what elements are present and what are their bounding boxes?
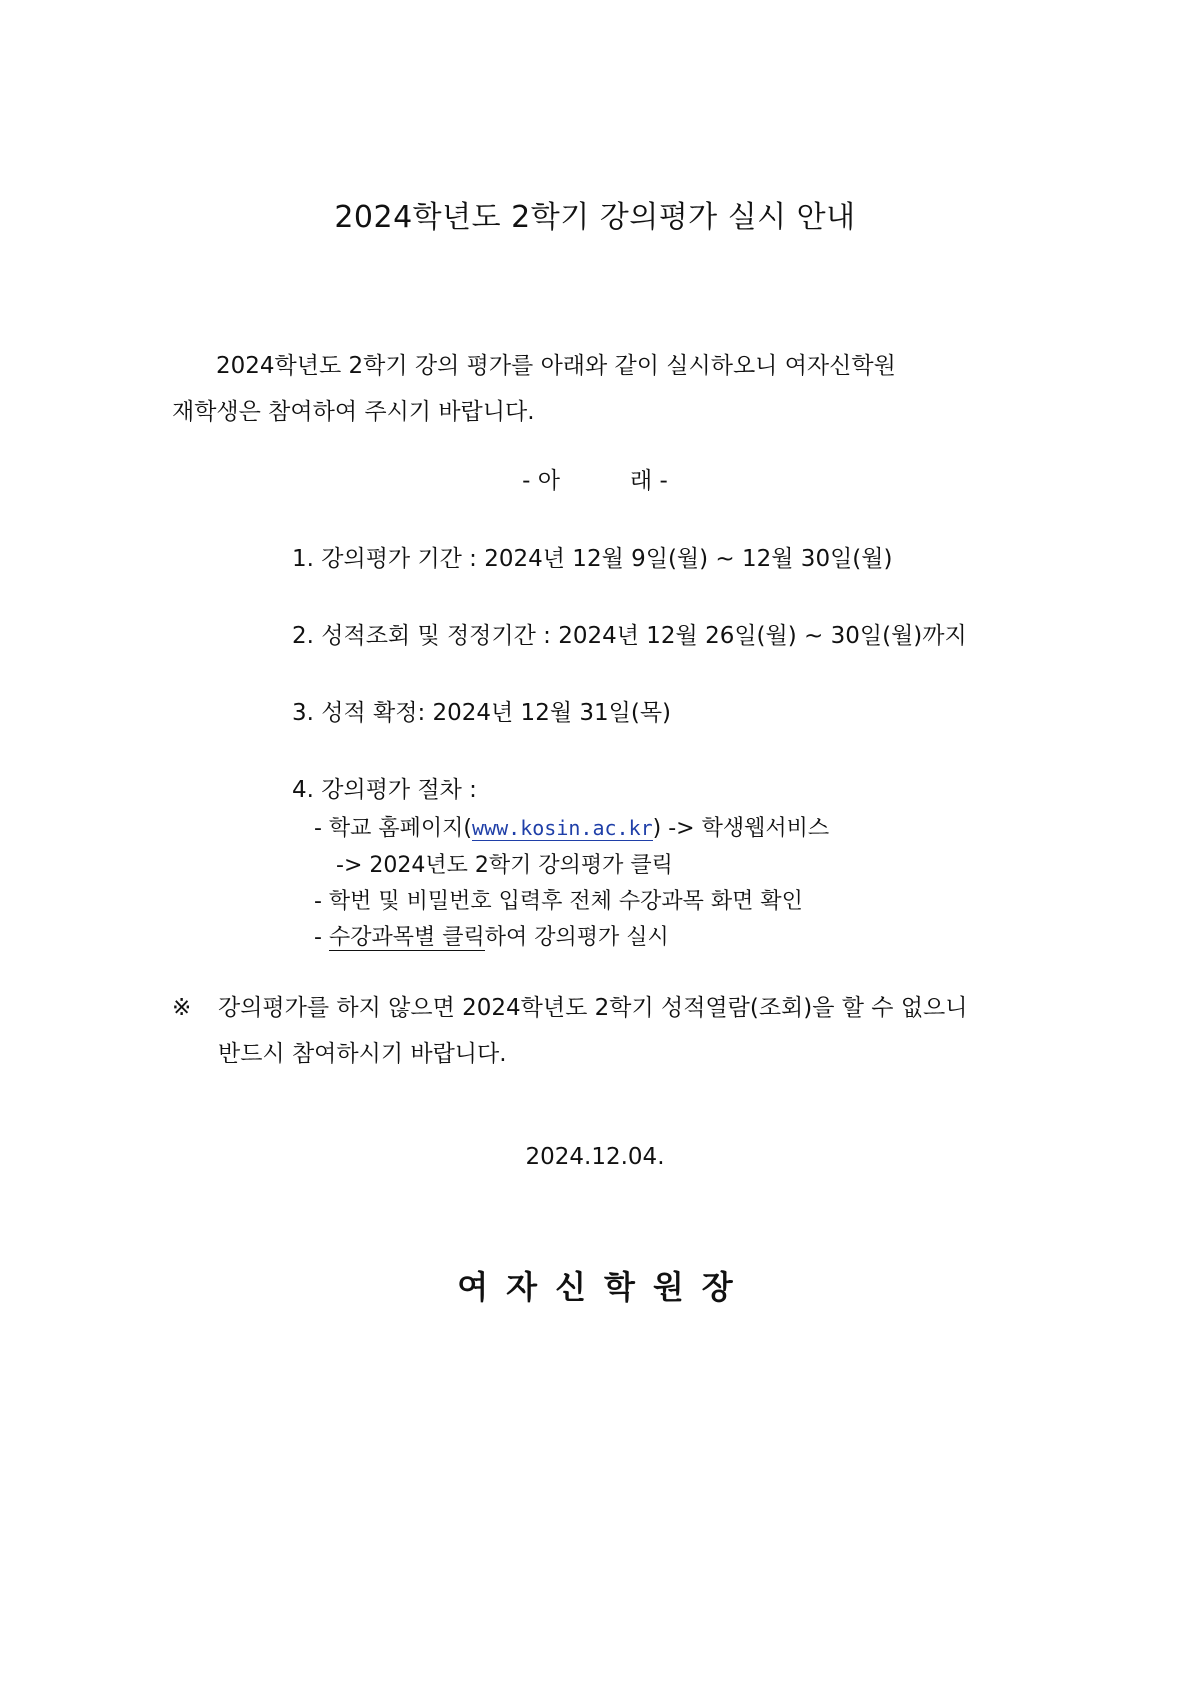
step3-prefix: - (314, 925, 329, 950)
procedure-step-1 (314, 811, 829, 842)
intro-line-2: 재학생은 참여하여 주시기 바랍니다. (172, 399, 535, 425)
reference-mark: ※ (172, 995, 192, 1021)
procedure-step-2: - 학번 및 비밀번호 입력후 전체 수강과목 화면 확인 (314, 889, 803, 914)
document-date: 2024.12.04. (525, 1144, 665, 1170)
section-heading-arae (0, 462, 1190, 495)
intro-paragraph (172, 343, 896, 435)
homepage-link[interactable]: www.kosin.ac.kr (472, 816, 653, 840)
step3-underlined: 수강과목별 클릭 (328, 925, 485, 950)
item-grade-check-period: 2. 성적조회 및 정정기간 : 2024년 12월 26일(월) ~ 30일(월)까지 (292, 623, 967, 649)
item-evaluation-period: 1. 강의평가 기간 : 2024년 12월 9일(월) ~ 12월 30일(월) (292, 546, 893, 572)
procedure-step-3 (314, 920, 669, 951)
step1-suffix: ) -> 학생웹서비스 (652, 816, 830, 841)
step1-prefix: - 학교 홈페이지( (314, 816, 473, 841)
signer-name: 여자신학원장 (457, 1268, 751, 1306)
document-title: 2024학년도 2학기 강의평가 실시 안내 (334, 200, 856, 235)
item-grade-confirm: 3. 성적 확정: 2024년 12월 31일(목) (292, 700, 672, 726)
arae-left: - 아 (522, 468, 560, 494)
step3-suffix: 하여 강의평가 실시 (484, 925, 669, 950)
notice-line-1: 강의평가를 하지 않으면 2024학년도 2학기 성적열람(조회)을 할 수 없으니 (218, 995, 968, 1021)
intro-line-1: 2024학년도 2학기 강의 평가를 아래와 같이 실시하오니 여자신학원 (216, 353, 896, 379)
procedure-step-1-cont: -> 2024년도 2학기 강의평가 클릭 (336, 853, 673, 878)
arae-right: 래 - (630, 468, 668, 494)
notice-paragraph (172, 985, 968, 1077)
item-procedure-heading: 4. 강의평가 절차 : (292, 777, 477, 803)
notice-line-2: 반드시 참여하시기 바랍니다. (218, 1041, 507, 1067)
